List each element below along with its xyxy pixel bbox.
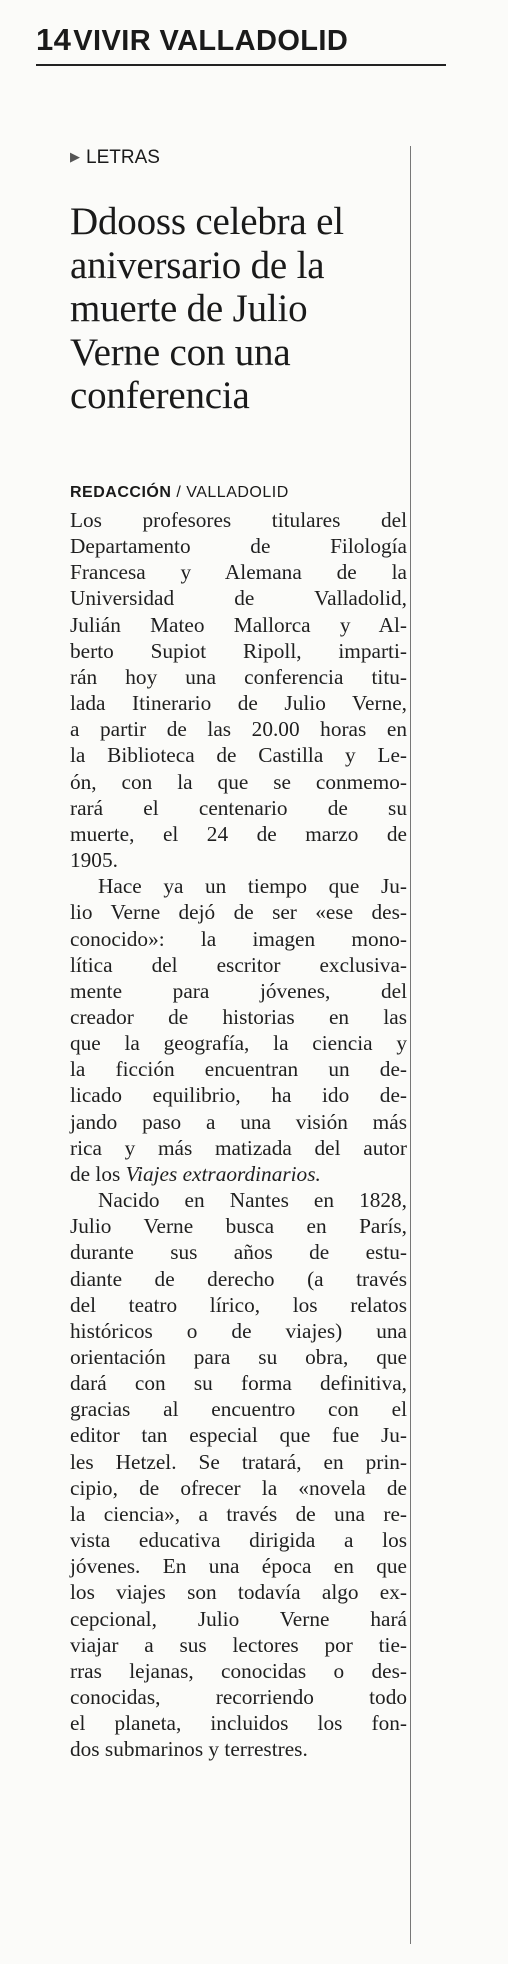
- article-line: Los profesores titulares del: [70, 508, 407, 532]
- article-line: conocido»: la imagen mono-: [70, 926, 407, 951]
- byline: [70, 483, 289, 503]
- article-line: diante de derecho (a través: [70, 1266, 407, 1291]
- book-title: Viajes extraordinarios.: [125, 1161, 321, 1186]
- article-line: la ciencia», a través de una re-: [70, 1501, 407, 1526]
- article-body: [70, 507, 407, 1763]
- article-line: les Hetzel. Se tratará, en prin-: [70, 1449, 407, 1474]
- paragraph-1: [70, 507, 407, 873]
- article-line: editor tan especial que fue Ju-: [70, 1423, 407, 1448]
- article-line: licado equilibrio, ha ido de-: [70, 1083, 407, 1108]
- article-line: dos submarinos y terrestres.: [70, 1737, 308, 1762]
- byline-place: VALLADOLID: [186, 484, 289, 501]
- article-line: del teatro lírico, los relatos: [70, 1292, 407, 1317]
- article-line: lítica del escritor exclusiva-: [70, 952, 407, 977]
- article-line: 1905.: [70, 848, 118, 873]
- paragraph-3: [70, 1187, 407, 1762]
- paragraph-2-last-prefix: de los: [70, 1161, 126, 1186]
- article-line: orientación para su obra, que: [70, 1345, 407, 1369]
- article-line: rras lejanas, conocidas o des-: [70, 1658, 407, 1683]
- headline-line: muerte de Julio: [70, 287, 308, 330]
- article-line: históricos o de viajes) una: [70, 1318, 407, 1343]
- column-divider: [410, 146, 411, 1944]
- article-line: jóvenes. En una época en que: [70, 1554, 407, 1579]
- article-line: rán hoy una conferencia titu-: [70, 664, 407, 689]
- article-line: Julián Mateo Mallorca y Al-: [70, 612, 407, 637]
- article-line: rará el centenario de su: [70, 795, 407, 820]
- article-line: gracias al encuentro con el: [70, 1397, 407, 1422]
- paragraph-2: [70, 873, 407, 1161]
- section-label-text: LETRAS: [86, 147, 160, 168]
- byline-separator: /: [171, 484, 187, 501]
- article-line: creador de historias en las: [70, 1004, 407, 1029]
- article-line: Francesa y Alemana de la: [70, 560, 407, 585]
- article-line: vista educativa dirigida a los: [70, 1528, 407, 1553]
- article-line: lada Itinerario de Julio Verne,: [70, 691, 407, 716]
- article-line: mente para jóvenes, del: [70, 978, 407, 1003]
- article-line: dará con su forma definitiva,: [70, 1371, 407, 1396]
- article-line: cipio, de ofrecer la «novela de: [70, 1475, 407, 1500]
- article-line: muerte, el 24 de marzo de: [70, 821, 407, 846]
- article-line: viajar a sus lectores por tie-: [70, 1632, 407, 1657]
- article-line: el planeta, incluidos los fon-: [70, 1711, 407, 1736]
- article-line: conocidas, recorriendo todo: [70, 1685, 407, 1710]
- article-line: Hace ya un tiempo que Ju-: [98, 874, 407, 899]
- page-header: [36, 22, 446, 59]
- article-line: jando paso a una visión más: [70, 1109, 407, 1134]
- article-line: berto Supiot Ripoll, imparti-: [70, 638, 407, 663]
- article-line: a partir de las 20.00 horas en: [70, 717, 407, 742]
- article-line: Departamento de Filología: [70, 534, 407, 559]
- article-line: rica y más matizada del autor: [70, 1135, 407, 1160]
- headline-line: Ddooss celebra el: [70, 200, 344, 243]
- headline-line: conferencia: [70, 374, 250, 417]
- article-line: Universidad de Valladolid,: [70, 586, 407, 611]
- byline-author: REDACCIÓN: [70, 484, 172, 501]
- article-line: Julio Verne busca en París,: [70, 1214, 407, 1239]
- headline: [70, 200, 406, 418]
- article-line: lio Verne dejó de ser «ese des-: [70, 900, 407, 925]
- headline-line: Verne con una: [70, 330, 291, 374]
- page-number: 14: [36, 22, 72, 57]
- article-line: Nacido en Nantes en 1828,: [98, 1188, 407, 1213]
- header-rule: [36, 64, 446, 66]
- article-line: la ficción encuentran un de-: [70, 1057, 407, 1082]
- triangle-icon: ▶: [70, 149, 80, 164]
- headline-line: aniversario de la: [70, 243, 325, 287]
- article-line: cepcional, Julio Verne hará: [70, 1606, 407, 1631]
- article-line: los viajes son todavía algo ex-: [70, 1580, 407, 1605]
- section-title: VIVIR VALLADOLID: [73, 25, 349, 57]
- article-line: durante sus años de estu-: [70, 1240, 407, 1265]
- section-label: [70, 146, 160, 169]
- article-line: que la geografía, la ciencia y: [70, 1031, 407, 1056]
- article-line: ón, con la que se conmemo-: [70, 769, 407, 794]
- article-line: la Biblioteca de Castilla y Le-: [70, 743, 407, 768]
- paragraph-2-last-line: [70, 1161, 407, 1187]
